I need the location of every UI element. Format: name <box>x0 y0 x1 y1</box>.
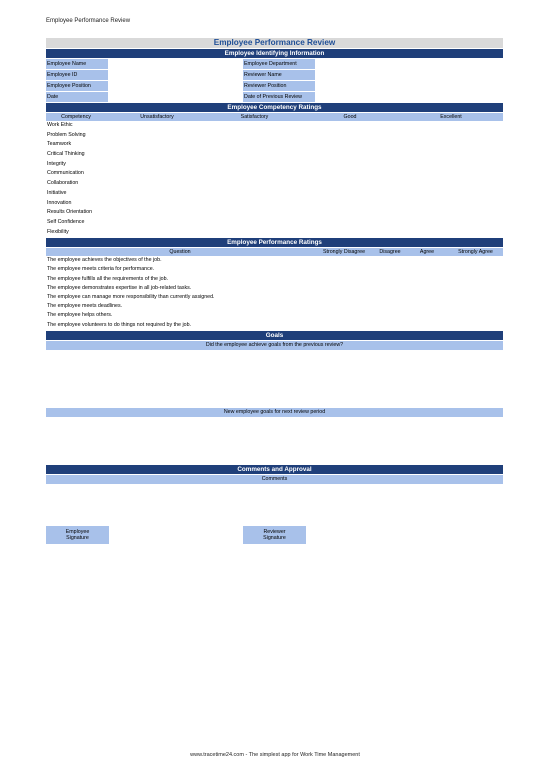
competency-item: Self Confidence <box>47 218 85 225</box>
employee-signature-box[interactable] <box>46 526 109 544</box>
disagree-col-header: Disagree <box>379 249 401 256</box>
performance-question: The employee volunteers to do things not required by the job. <box>47 321 191 328</box>
competency-item: Flexibility <box>47 228 69 235</box>
new-goals-answer-area[interactable] <box>46 417 503 464</box>
performance-section-heading: Employee Performance Ratings <box>46 237 503 247</box>
approval-section-heading: Comments and Approval <box>46 464 503 474</box>
competency-item: Communication <box>47 170 84 177</box>
previous-goals-answer-area[interactable] <box>46 350 503 407</box>
info-value-field[interactable] <box>315 81 503 91</box>
identifying-section-heading: Employee Identifying Information <box>46 48 503 58</box>
competency-item: Work Ethic <box>47 122 73 128</box>
info-value-field[interactable] <box>108 59 243 69</box>
page-footer: www.tracetime24.com - The simplest app for Work Time Management <box>190 752 360 758</box>
info-value-field[interactable] <box>315 70 503 80</box>
competency-item: Integrity <box>47 160 66 167</box>
performance-list <box>46 256 503 330</box>
performance-question: The employee fulfills all the requirements of the job. <box>47 275 169 282</box>
good-col-header: Good <box>343 114 357 120</box>
info-label: Employee ID <box>46 70 108 80</box>
competency-item: Results Orientation <box>47 209 93 216</box>
strongly-disagree-col-header: Strongly Disagree <box>322 249 366 256</box>
reviewer-signature-label-line2: Signature <box>263 534 286 541</box>
identifying-info-table <box>46 58 503 102</box>
performance-question: The employee achieves the objectives of the job. <box>47 257 162 264</box>
performance-question: The employee helps others. <box>47 312 113 319</box>
info-label: Employee Department <box>243 59 315 69</box>
new-goals-question: New employee goals for next review period <box>46 407 503 417</box>
info-value-field[interactable] <box>315 59 503 69</box>
question-col-header: Question <box>169 249 191 256</box>
info-value-field[interactable] <box>108 92 243 102</box>
info-row <box>46 80 503 91</box>
strongly-agree-col-header: Strongly Agree <box>458 249 493 256</box>
employee-signature-label-line2: Signature <box>66 534 89 541</box>
info-label: Date <box>46 92 108 102</box>
employee-signature-label-line1: Employee <box>65 528 90 535</box>
info-label: Reviewer Position <box>243 81 315 91</box>
competency-header-row <box>46 112 503 121</box>
competency-item: Problem Solving <box>47 131 86 138</box>
comments-area[interactable] <box>46 484 503 541</box>
review-form <box>46 38 503 541</box>
competency-item: Initiative <box>47 189 67 196</box>
info-label: Reviewer Name <box>243 70 315 80</box>
performance-question: The employee meets criteria for performance. <box>47 266 155 273</box>
goals-section-heading: Goals <box>46 330 503 340</box>
competency-item: Critical Thinking <box>47 151 85 158</box>
performance-question: The employee meets deadlines. <box>47 303 123 310</box>
competency-list <box>46 121 503 237</box>
competency-item: Teamwork <box>47 141 72 148</box>
info-label: Employee Position <box>46 81 108 91</box>
document-header: Employee Performance Review <box>46 18 131 24</box>
excellent-col-header: Excellent <box>440 114 462 120</box>
competency-item: Innovation <box>47 199 72 206</box>
performance-question: The employee can manage more responsibility than currently assigned. <box>47 294 215 300</box>
form-title: Employee Performance Review <box>46 38 503 48</box>
previous-goals-question: Did the employee achieve goals from the previous review? <box>46 340 503 350</box>
reviewer-signature-label-line1: Reviewer <box>263 528 286 535</box>
competency-section-heading: Employee Competency Ratings <box>46 102 503 112</box>
comments-label: Comments <box>46 474 503 484</box>
info-row <box>46 91 503 102</box>
info-row <box>46 58 503 69</box>
info-label: Employee Name <box>46 59 108 69</box>
agree-col-header: Agree <box>419 249 435 256</box>
unsatisfactory-col-header: Unsatisfactory <box>140 114 174 120</box>
info-value-field[interactable] <box>108 70 243 80</box>
info-label: Date of Previous Review <box>243 92 315 102</box>
info-value-field[interactable] <box>108 81 243 91</box>
info-row <box>46 69 503 80</box>
satisfactory-col-header: Satisfactory <box>240 114 269 120</box>
competency-item: Collaboration <box>47 180 79 187</box>
competency-col-header: Competency <box>61 114 91 120</box>
reviewer-signature-box[interactable] <box>243 526 306 544</box>
performance-question: The employee demonstrates expertise in all job-related tasks. <box>47 284 192 291</box>
info-value-field[interactable] <box>315 92 503 102</box>
performance-header-row <box>46 247 503 256</box>
